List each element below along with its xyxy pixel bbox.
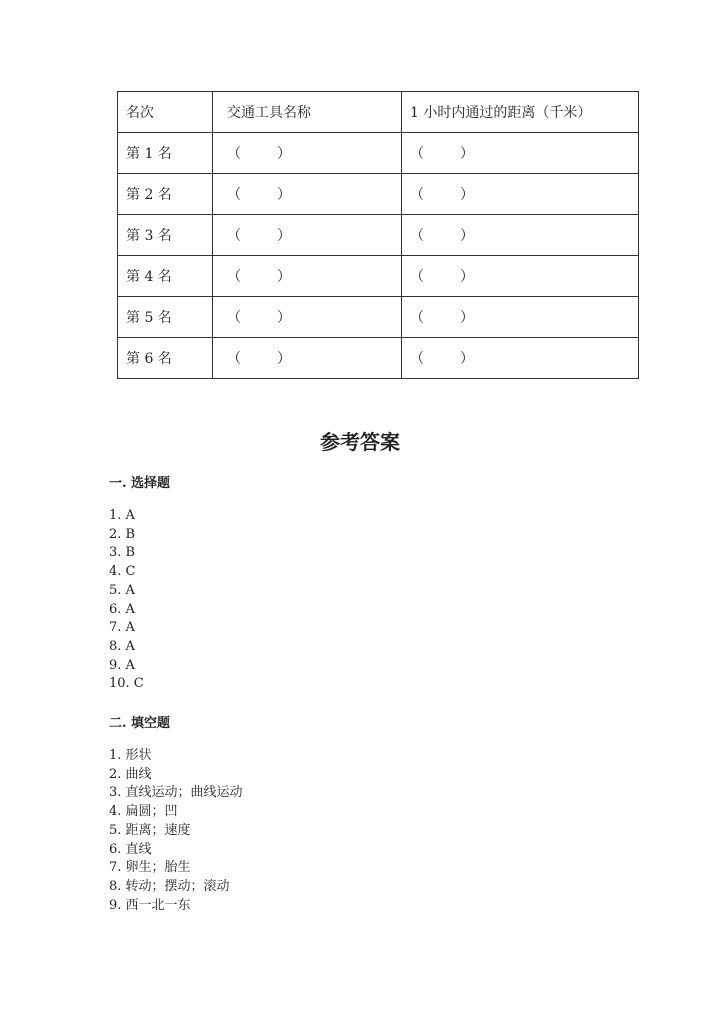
close-paren: ） — [460, 351, 474, 367]
close-paren: ） — [277, 310, 291, 326]
vehicle-blank-cell[interactable] — [213, 297, 402, 338]
vehicle-blank-cell[interactable] — [213, 215, 402, 256]
close-paren: ） — [460, 146, 474, 162]
close-paren: ） — [460, 310, 474, 326]
vehicle-blank-cell[interactable] — [213, 338, 402, 379]
close-paren: ） — [460, 269, 474, 285]
rank-cell: 第 2 名 — [118, 174, 213, 215]
close-paren: ） — [277, 269, 291, 285]
answer-item: 3. B — [109, 545, 136, 561]
distance-blank-cell[interactable] — [402, 256, 639, 297]
close-paren: ） — [277, 228, 291, 244]
rank-cell: 第 5 名 — [118, 297, 213, 338]
close-paren: ） — [460, 187, 474, 203]
choice-answer-list — [109, 507, 144, 694]
distance-blank-cell[interactable] — [402, 215, 639, 256]
rank-cell: 第 6 名 — [118, 338, 213, 379]
answer-item: 1. 形状 — [109, 748, 152, 763]
open-paren: （ — [227, 146, 241, 162]
answer-item: 2. B — [109, 526, 136, 542]
table-row — [118, 174, 639, 215]
vehicle-blank-cell[interactable] — [213, 174, 402, 215]
answer-item: 4. 扁圆；凹 — [109, 804, 178, 820]
answer-item: 8. A — [109, 638, 135, 654]
open-paren: （ — [410, 269, 424, 285]
distance-blank-cell[interactable] — [402, 174, 639, 215]
rank-cell: 第 3 名 — [118, 215, 213, 256]
open-paren: （ — [410, 228, 424, 244]
fill-answer-list — [109, 747, 243, 915]
table-row — [118, 256, 639, 297]
open-paren: （ — [227, 310, 241, 326]
answer-item: 6. A — [109, 601, 135, 617]
answer-item: 2. 曲线 — [109, 766, 152, 782]
close-paren: ） — [277, 187, 291, 203]
table-row — [118, 215, 639, 256]
answer-item: 6. 直线 — [109, 841, 152, 857]
distance-blank-cell[interactable] — [402, 297, 639, 338]
answer-item: 9. A — [109, 657, 135, 673]
answer-item: 7. A — [109, 620, 135, 636]
header-vehicle: 交通工具名称 — [213, 92, 402, 133]
table-row — [118, 297, 639, 338]
table-header-row — [118, 92, 639, 133]
close-paren: ） — [277, 146, 291, 162]
distance-blank-cell[interactable] — [402, 133, 639, 174]
open-paren: （ — [227, 228, 241, 244]
open-paren: （ — [410, 187, 424, 203]
table-row — [118, 338, 639, 379]
close-paren: ） — [277, 351, 291, 367]
table-row — [118, 133, 639, 174]
open-paren: （ — [410, 310, 424, 326]
open-paren: （ — [227, 187, 241, 203]
answer-item: 8. 转动；摆动；滚动 — [109, 878, 230, 894]
distance-blank-cell[interactable] — [402, 338, 639, 379]
open-paren: （ — [227, 351, 241, 367]
vehicle-blank-cell[interactable] — [213, 133, 402, 174]
open-paren: （ — [410, 146, 424, 162]
open-paren: （ — [227, 269, 241, 285]
section-heading-fill: 二. 填空题 — [109, 716, 171, 731]
answer-item: 3. 直线运动；曲线运动 — [109, 785, 243, 801]
answer-item: 1. A — [109, 508, 135, 523]
header-distance: 1 小时内通过的距离（千米） — [402, 92, 639, 133]
vehicle-blank-cell[interactable] — [213, 256, 402, 297]
header-rank: 名次 — [118, 92, 213, 133]
open-paren: （ — [410, 351, 424, 367]
answer-title: 参考答案 — [320, 430, 400, 454]
rank-cell: 第 1 名 — [118, 133, 213, 174]
answer-item: 7. 卵生；胎生 — [109, 860, 191, 876]
rank-cell: 第 4 名 — [118, 256, 213, 297]
ranking-table — [117, 91, 639, 379]
close-paren: ） — [460, 228, 474, 244]
answer-item: 9. 西一北一东 — [109, 897, 191, 913]
answer-item: 4. C — [109, 564, 136, 580]
answer-item: 10. C — [109, 676, 144, 692]
section-heading-choice: 一. 选择题 — [109, 476, 171, 491]
answer-item: 5. 距离；速度 — [109, 822, 191, 838]
answer-item: 5. A — [109, 582, 135, 598]
